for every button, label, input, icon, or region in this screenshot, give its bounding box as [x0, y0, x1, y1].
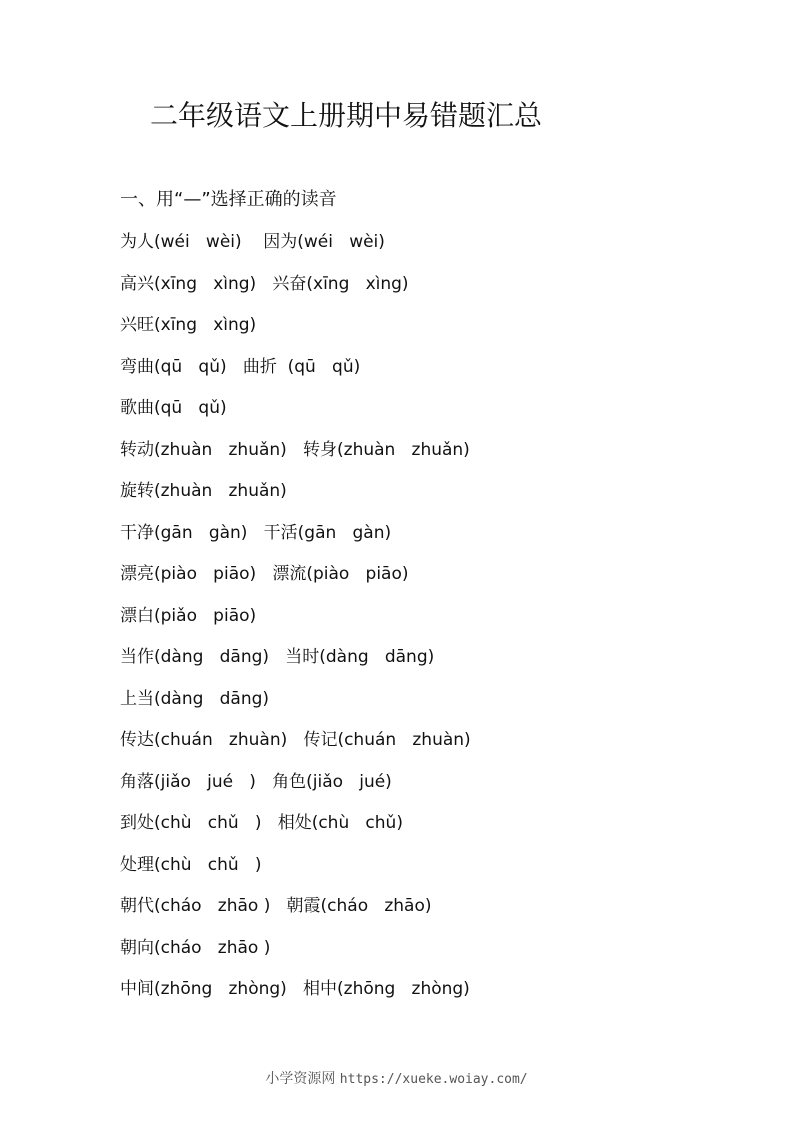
section-heading: 一、用“—”选择正确的读音 [120, 189, 337, 210]
question-line: 兴旺(xīng xìng) [120, 315, 257, 335]
question-line: 漂亮(piào piāo) 漂流(piào piāo) [120, 564, 409, 584]
question-line: 朝代(cháo zhāo ) 朝霞(cháo zhāo) [120, 896, 432, 916]
question-line: 传达(chuán zhuàn) 传记(chuán zhuàn) [120, 730, 471, 750]
question-line: 漂白(piǎo piāo) [120, 605, 257, 626]
question-line: 处理(chù chǔ ) [120, 854, 262, 875]
question-line: 弯曲(qū qǔ) 曲折 (qū qǔ) [120, 356, 361, 377]
footer-url-link[interactable]: https://xueke.woiay.com/ [339, 1072, 528, 1087]
footer-site-name: 小学资源网 [265, 1071, 336, 1087]
question-line: 高兴(xīng xìng) 兴奋(xīng xìng) [120, 273, 409, 294]
question-line: 角落(jiǎo jué ) 角色(jiǎo jué) [120, 771, 392, 792]
page-footer [0, 1069, 793, 1090]
question-line: 旋转(zhuàn zhuǎn) [120, 481, 287, 501]
question-line: 转动(zhuàn zhuǎn) 转身(zhuàn zhuǎn) [120, 439, 470, 460]
document-title: 二年级语文上册期中易错题汇总 [150, 99, 543, 132]
question-line: 当作(dàng dāng) 当时(dàng dāng) [120, 647, 435, 667]
question-line: 上当(dàng dāng) [120, 688, 270, 709]
question-line: 歌曲(qū qǔ) [120, 398, 227, 418]
question-line: 干净(gān gàn) 干活(gān gàn) [120, 522, 392, 543]
question-line: 中间(zhōng zhòng) 相中(zhōng zhòng) [120, 979, 470, 999]
question-list [120, 229, 471, 1018]
question-line: 朝向(cháo zhāo ) [120, 937, 271, 958]
question-line: 到处(chù chǔ ) 相处(chù chǔ) [120, 813, 403, 833]
question-line: 为人(wéi wèi) 因为(wéi wèi) [120, 232, 385, 252]
